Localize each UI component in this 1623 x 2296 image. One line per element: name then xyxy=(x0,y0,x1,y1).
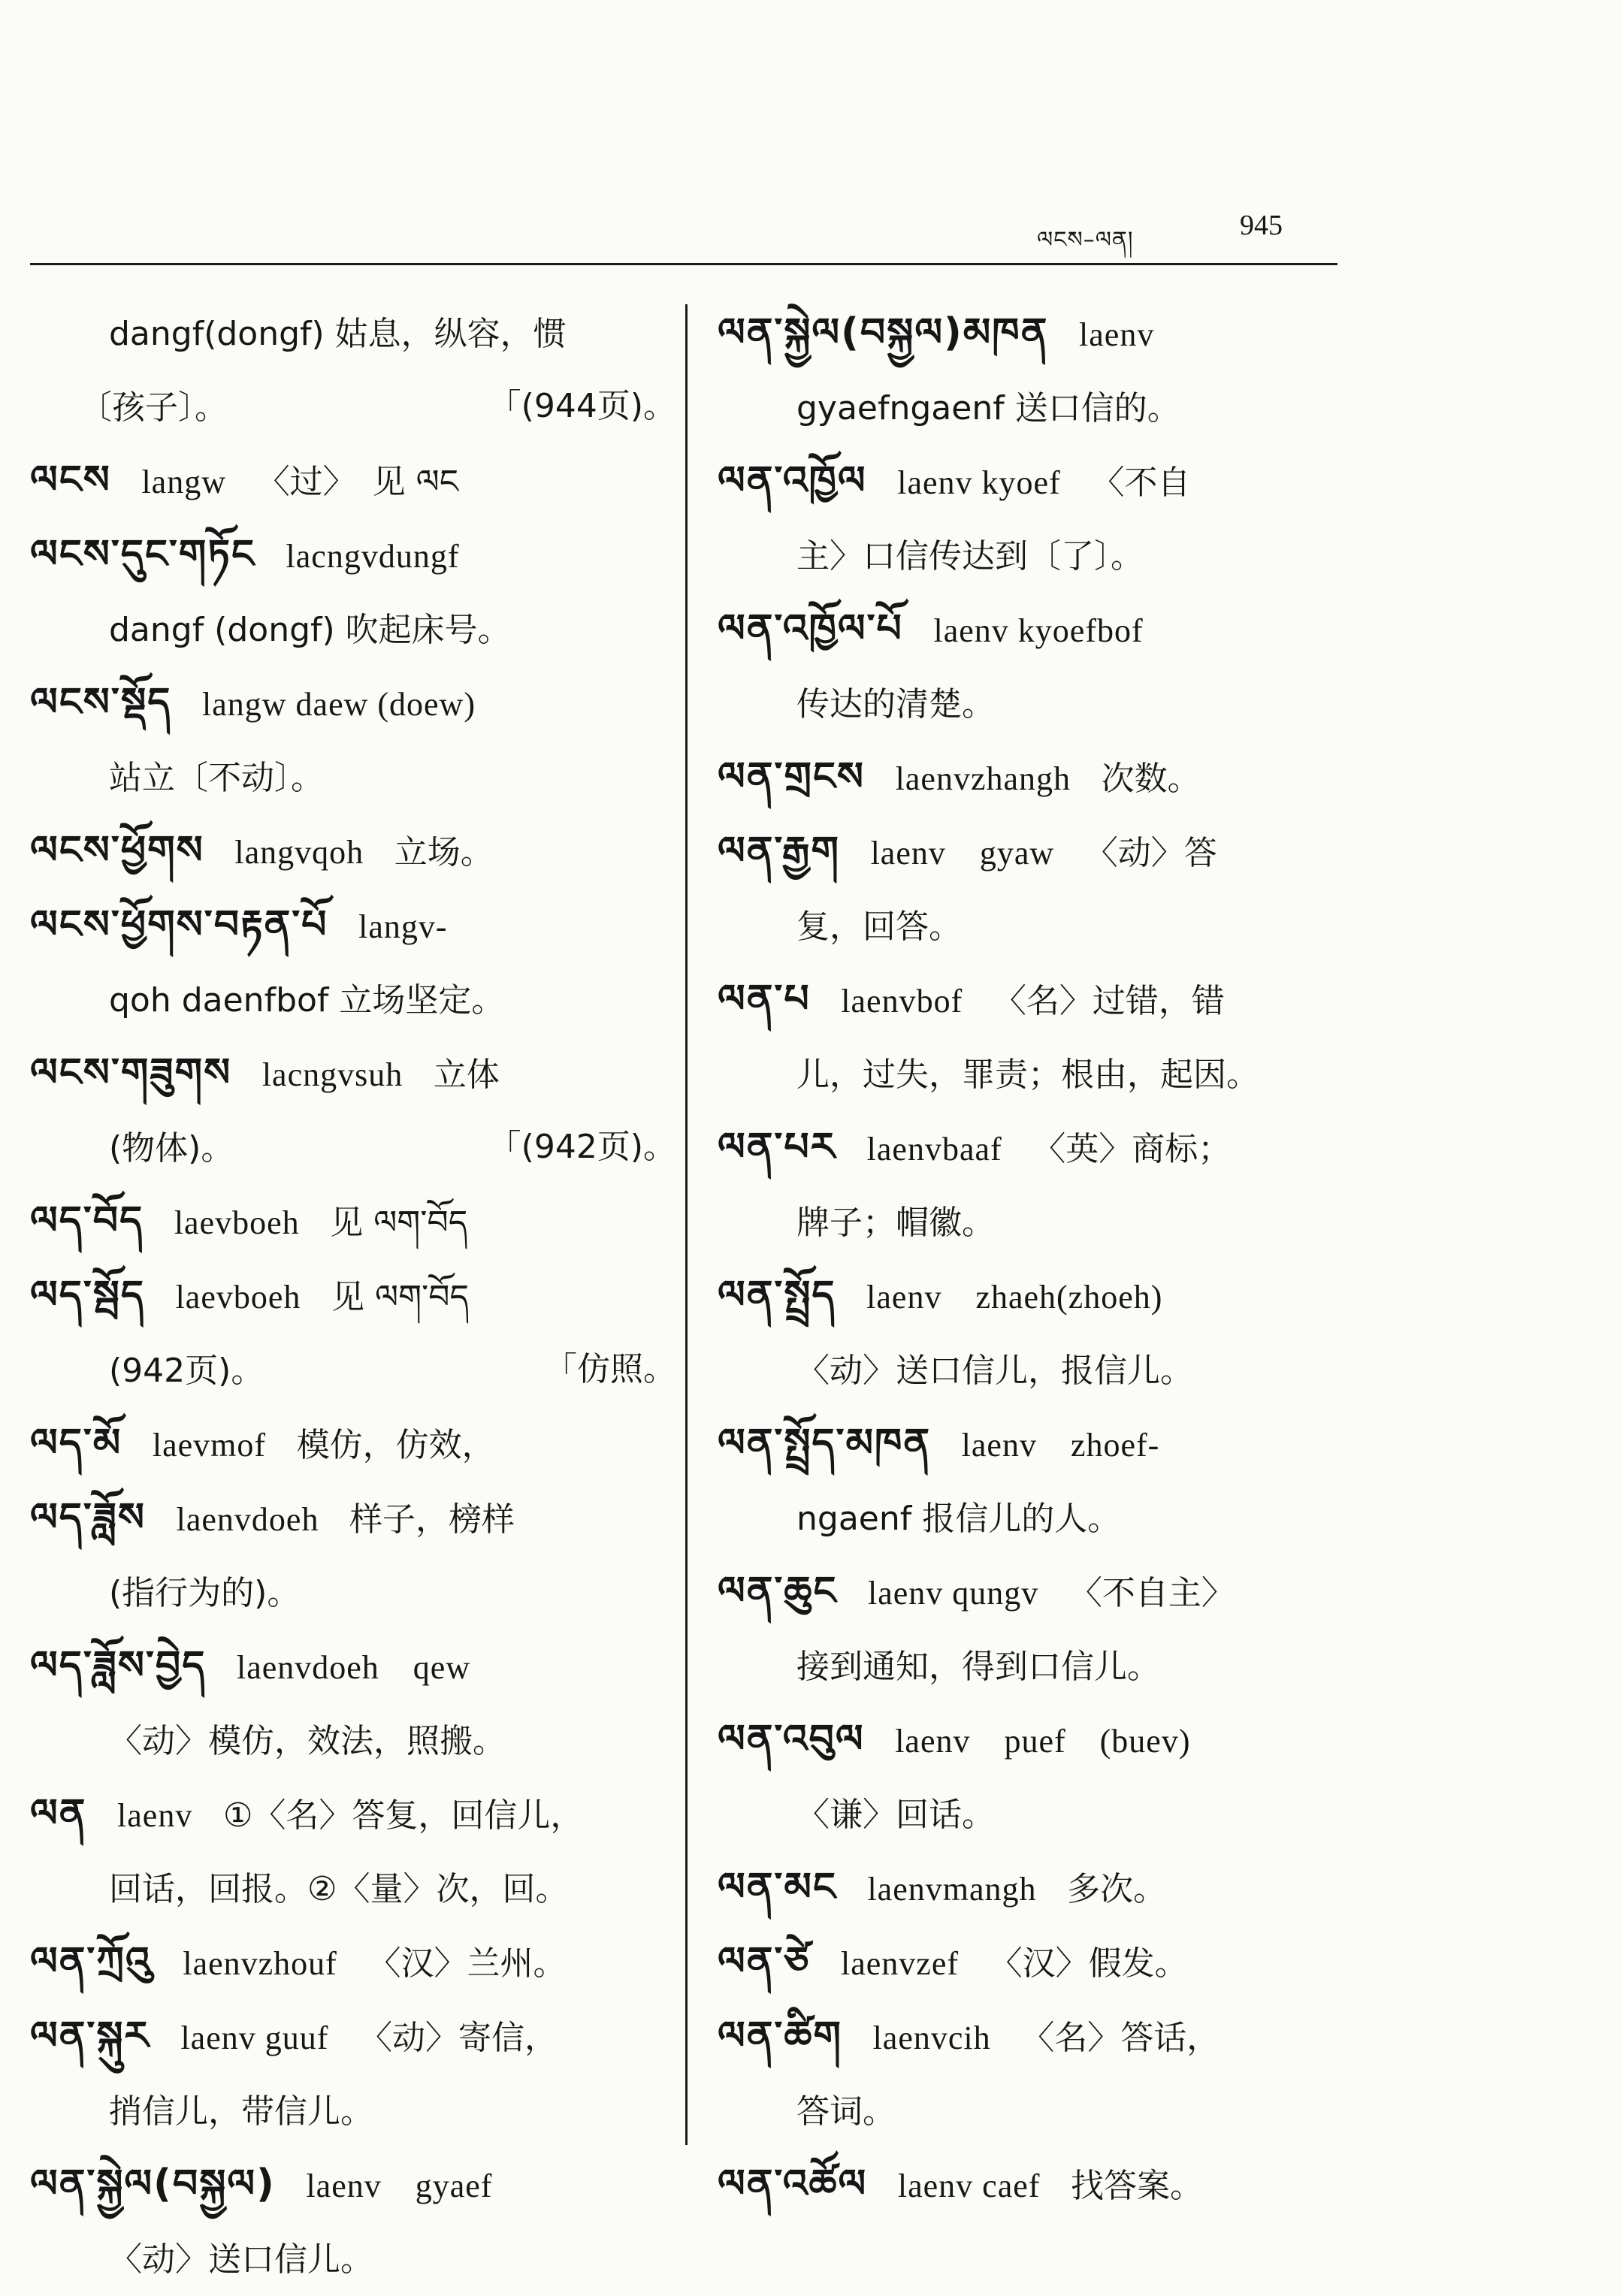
dictionary-entry xyxy=(30,444,676,518)
entry-continuation: 〈动〉送口信儿。 xyxy=(109,2240,373,2279)
entry-headword: ལན xyxy=(30,1791,87,1836)
entry-definition: 〈汉〉假发。 xyxy=(989,1944,1188,1983)
entry-continuation: dangf(dongf) 姑息，纵容，惯 xyxy=(109,315,567,353)
entry-continuation: 捎信儿，带信儿。 xyxy=(109,2092,373,2131)
dictionary-entry xyxy=(718,963,1476,1038)
entry-continuation: 接到通知，得到口信儿。 xyxy=(796,1648,1160,1686)
entry-definition: 多次。 xyxy=(1067,1870,1167,1908)
entry-romanization: laenvmangh xyxy=(867,1871,1037,1908)
entry-romanization: laenv zhoef- xyxy=(961,1427,1160,1464)
entry-definition: 〈动〉答 xyxy=(1084,834,1217,872)
entry-romanization: laenv xyxy=(117,1797,193,1834)
entry-headword: ལན་སྐྱེལ(བསྐྱལ)མཁན xyxy=(718,310,1049,355)
entry-headword: ལན་སྐུར xyxy=(30,2014,150,2059)
entry-definition: 立场。 xyxy=(394,833,494,872)
entry-continuation: 〈动〉送口信儿，报信儿。 xyxy=(796,1352,1193,1390)
entry-definition: ①〈名〉答复，回信儿， xyxy=(222,1796,584,1835)
entry-romanization: laenv gyaw xyxy=(870,835,1055,872)
entry-definition: 模仿，仿效， xyxy=(296,1426,495,1464)
entry-definition: 〈不自主〉 xyxy=(1068,1574,1235,1612)
dictionary-entry-continued xyxy=(718,890,1476,963)
entry-definition: 次数。 xyxy=(1101,760,1201,798)
entry-romanization: laenvzhouf xyxy=(183,1945,337,1982)
entry-headword: ལན་ཚིག xyxy=(718,2014,842,2059)
dictionary-entry xyxy=(718,1407,1476,1482)
dictionary-entry-continued xyxy=(718,1482,1476,1555)
entry-headword: ལངས་ཕྱོགས xyxy=(30,828,204,873)
dictionary-entry-continued xyxy=(718,2074,1476,2148)
entry-definition: 〈汉〉兰州。 xyxy=(367,1944,567,1983)
entry-headword: ལད་ཟློས xyxy=(30,1495,146,1540)
entry-headword: ལངས་དུང་གཏོང xyxy=(30,532,255,577)
entry-cross-reference: 「(944页)。 xyxy=(488,387,676,425)
header-rule xyxy=(30,263,1337,265)
dictionary-entry xyxy=(718,815,1476,890)
entry-romanization: laenv gyaef xyxy=(306,2168,493,2204)
dictionary-entry xyxy=(718,1111,1476,1186)
dictionary-entry-continued xyxy=(718,371,1476,445)
entry-definition: 样子，榜样 xyxy=(349,1500,515,1539)
entry-headword: ལན་གྲངས xyxy=(718,754,866,799)
dictionary-entry-continued xyxy=(718,1186,1476,1259)
dictionary-entry xyxy=(30,1259,676,1334)
entry-continuation: qoh daenfbof 立场坚定。 xyxy=(109,981,505,1020)
entry-romanization: laevmof xyxy=(152,1427,267,1464)
entry-definition: 〈英〉商标； xyxy=(1032,1130,1232,1168)
entry-headword: ལངས་ཕྱོགས་བརྟན་པོ xyxy=(30,902,328,947)
entry-continuation: 〈谦〉回话。 xyxy=(796,1796,995,1834)
entry-romanization: laenvdoeh qew xyxy=(236,1649,471,1686)
entry-romanization: laenv guuf xyxy=(180,2020,329,2056)
dictionary-entry xyxy=(718,1851,1476,1926)
dictionary-entry xyxy=(30,1926,676,2000)
dictionary-entry xyxy=(718,1703,1476,1778)
dictionary-entry xyxy=(718,445,1476,519)
entry-headword: ལན་སྤྲོད་མཁན xyxy=(718,1421,932,1466)
entry-headword: ལན་སྤྲོད xyxy=(718,1273,836,1318)
entry-romanization: laenvcih xyxy=(872,2020,991,2056)
entry-headword: ལད་སྦོད xyxy=(30,1273,145,1318)
dictionary-entry xyxy=(30,370,676,444)
entry-continuation: gyaefngaenf 送口信的。 xyxy=(796,389,1180,427)
dictionary-entry-continued xyxy=(30,1334,676,1407)
entry-headword: ལངས་གཟུགས xyxy=(30,1050,232,1095)
entry-headword: ལད་མོ xyxy=(30,1421,122,1466)
entry-headword: ལན་རྒྱག xyxy=(718,829,840,874)
entry-romanization: langw daew (doew) xyxy=(202,686,476,723)
dictionary-entry xyxy=(30,666,676,741)
entry-romanization: laenv kyoefbof xyxy=(933,612,1144,649)
dictionary-entry-continued xyxy=(30,2222,676,2296)
dictionary-entry xyxy=(30,1407,676,1482)
dictionary-entry xyxy=(718,2148,1476,2222)
dictionary-entry xyxy=(30,814,676,889)
entry-definition: 见 ལག་བོད xyxy=(330,1204,468,1242)
dictionary-entry-continued xyxy=(30,1852,676,1926)
running-head: ལངས–ལན། xyxy=(1037,227,1134,253)
entry-continuation: 复，回答。 xyxy=(796,908,962,946)
entry-continuation: 牌子；帽徽。 xyxy=(796,1204,995,1242)
entry-continuation: (指行为的)。 xyxy=(109,1574,301,1612)
entry-romanization: laenv xyxy=(1079,316,1155,353)
dictionary-entry xyxy=(718,741,1476,815)
entry-romanization: laenv kyoef xyxy=(897,464,1061,501)
dictionary-entry xyxy=(30,518,676,593)
dictionary-entry xyxy=(718,593,1476,667)
entry-headword: ལད་ཟློས་བྱེད xyxy=(30,1643,207,1688)
entry-definition: 见 ལག་བོད xyxy=(331,1278,469,1316)
entry-romanization: laenvbaaf xyxy=(866,1131,1002,1168)
entry-romanization: laenvdoeh xyxy=(176,1501,319,1538)
dictionary-entry xyxy=(718,2000,1476,2074)
dictionary-entry xyxy=(30,1778,676,1852)
dictionary-entry xyxy=(718,297,1476,371)
entry-headword: ལན་འབུལ xyxy=(718,1717,865,1762)
dictionary-entry xyxy=(718,1555,1476,1630)
entry-headword: ལན་པར xyxy=(718,1125,837,1170)
dictionary-entry-continued xyxy=(718,519,1476,593)
entry-romanization: laenv zhaeh(zhoeh) xyxy=(866,1279,1163,1316)
entry-continuation: 传达的清楚。 xyxy=(796,685,995,724)
page-number: 945 xyxy=(1240,210,1283,241)
entry-continuation: 答词。 xyxy=(796,2092,896,2131)
dictionary-entry xyxy=(30,1037,676,1111)
entry-continuation: ngaenf 报信儿的人。 xyxy=(796,1500,1121,1538)
dictionary-entry-continued xyxy=(718,667,1476,741)
dictionary-entry-continued xyxy=(718,1038,1476,1111)
dictionary-entry-continued xyxy=(718,1334,1476,1407)
entry-definition: 〈动〉寄信， xyxy=(359,2019,558,2057)
entry-headword: ལངས་སྡོད xyxy=(30,680,172,725)
dictionary-entry-continued xyxy=(30,963,676,1037)
entry-definition: 〈不自 xyxy=(1091,464,1191,502)
entry-headword: ལད་བོད xyxy=(30,1198,144,1243)
entry-cross-reference: 「(942页)。 xyxy=(488,1128,676,1166)
entry-continuation: 〈动〉模仿，效法，照搬。 xyxy=(109,1722,506,1760)
dictionary-entry-continued xyxy=(30,1556,676,1630)
entry-continuation: 主〉口信传达到〔了〕。 xyxy=(796,537,1144,576)
entry-headword: ལན་སྐྱེལ(བསྐྱལ) xyxy=(30,2162,276,2207)
entry-romanization: laevboeh xyxy=(174,1204,300,1241)
dictionary-entry-continued xyxy=(30,297,676,370)
entry-definition: 〈过〉 见 ལང xyxy=(256,463,459,501)
column-divider xyxy=(685,304,688,2145)
dictionary-entry-continued xyxy=(718,1630,1476,1703)
dictionary-entry-continued xyxy=(30,1704,676,1778)
entry-definition: 找答案。 xyxy=(1071,2167,1204,2205)
entry-definition: 〈名〉过错，错 xyxy=(993,982,1225,1020)
page-header xyxy=(1037,209,1315,254)
dictionary-entry xyxy=(718,1259,1476,1334)
dictionary-entry-continued xyxy=(718,1778,1476,1851)
entry-romanization: laenvzef xyxy=(841,1945,960,1982)
dictionary-entry xyxy=(718,1926,1476,2000)
entry-romanization: langw xyxy=(141,464,226,500)
entry-romanization: laenv qungv xyxy=(867,1575,1039,1612)
entry-headword: ལན་ཀྲོའུ xyxy=(30,1939,153,1984)
entry-continuation: 回话，回报。②〈量〉次，回。 xyxy=(109,1870,569,1908)
dictionary-entry-continued xyxy=(30,741,676,814)
entry-headword: ལན་ཆུང xyxy=(718,1569,838,1614)
entry-romanization: laenvbof xyxy=(841,983,963,1020)
entry-headword: ལན་ཙེ xyxy=(718,1939,811,1984)
right-column xyxy=(718,297,1476,2222)
entry-romanization: lacngvdungf xyxy=(286,538,460,575)
dictionary-entry-continued xyxy=(30,593,676,666)
dictionary-entry xyxy=(30,2148,676,2222)
entry-cross-reference: 「仿照。 xyxy=(544,1350,676,1388)
entry-romanization: langv- xyxy=(358,908,448,945)
entry-continuation: 〔孩子〕。 xyxy=(79,388,228,427)
dictionary-entry-continued xyxy=(30,2074,676,2148)
entry-romanization: laenv puef (buev) xyxy=(895,1723,1191,1760)
dictionary-entry xyxy=(30,1482,676,1556)
entry-headword: ལངས xyxy=(30,458,111,503)
entry-headword: ལན་འཁྱོལ་པོ xyxy=(718,606,903,651)
entry-romanization: lacngvsuh xyxy=(261,1056,403,1093)
entry-headword: ལན་འཚོལ xyxy=(718,2162,868,2207)
entry-romanization: langvqoh xyxy=(234,834,364,871)
entry-romanization: laevboeh xyxy=(175,1279,301,1316)
dictionary-entry xyxy=(30,1185,676,1259)
entry-headword: ལན་པ xyxy=(718,977,811,1022)
entry-continuation: 站立〔不动〕。 xyxy=(109,759,324,797)
entry-continuation: dangf (dongf) 吹起床号。 xyxy=(109,611,511,649)
left-column xyxy=(30,297,676,2296)
dictionary-entry xyxy=(30,889,676,963)
dictionary-entry xyxy=(30,1630,676,1704)
entry-definition: 立体 xyxy=(433,1056,500,1094)
entry-romanization: laenvzhangh xyxy=(895,760,1071,797)
entry-definition: 〈名〉答话， xyxy=(1021,2019,1220,2057)
entry-romanization: laenv caef xyxy=(897,2168,1041,2204)
entry-continuation: 儿，过失，罪责；根由，起因。 xyxy=(796,1056,1259,1094)
entry-headword: ལན་མང xyxy=(718,1865,837,1910)
dictionary-entry xyxy=(30,2000,676,2074)
entry-headword: ལན་འཁྱོལ xyxy=(718,458,867,503)
dictionary-entry-continued xyxy=(30,1111,676,1185)
entry-continuation: (物体)。 xyxy=(109,1129,234,1168)
entry-continuation: (942页)。 xyxy=(109,1352,264,1390)
